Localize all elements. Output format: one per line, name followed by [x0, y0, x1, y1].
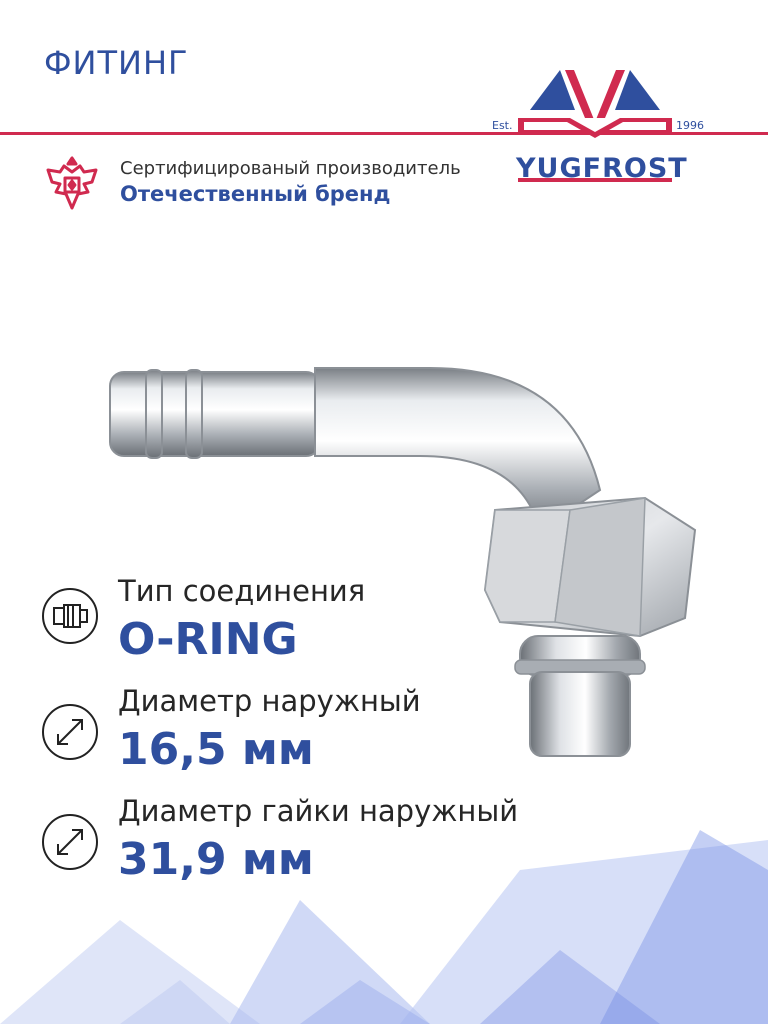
- brand-name: YUGFROST: [516, 153, 688, 184]
- fitting-connection-icon: [40, 586, 100, 646]
- decorative-shapes: [0, 830, 768, 1024]
- spec-value-connection-type: O-RING: [118, 614, 298, 665]
- domestic-brand-text: Отечественный бренд: [120, 182, 391, 206]
- spec-value-outer-diameter: 16,5 мм: [118, 724, 314, 775]
- certified-manufacturer-text: Сертифицированый производитель: [120, 158, 461, 179]
- diameter-arrow-icon: [40, 702, 100, 762]
- brand-year: 1996: [676, 119, 704, 132]
- spec-label-nut-diameter: Диаметр гайки наружный: [118, 794, 519, 828]
- spec-label-outer-diameter: Диаметр наружный: [118, 684, 421, 718]
- page-title: ФИТИНГ: [44, 44, 189, 82]
- brand-est: Est.: [492, 119, 513, 132]
- eagle-emblem-icon: [44, 152, 100, 214]
- spec-value-nut-diameter: 31,9 мм: [118, 834, 314, 885]
- spec-label-connection-type: Тип соединения: [118, 574, 366, 608]
